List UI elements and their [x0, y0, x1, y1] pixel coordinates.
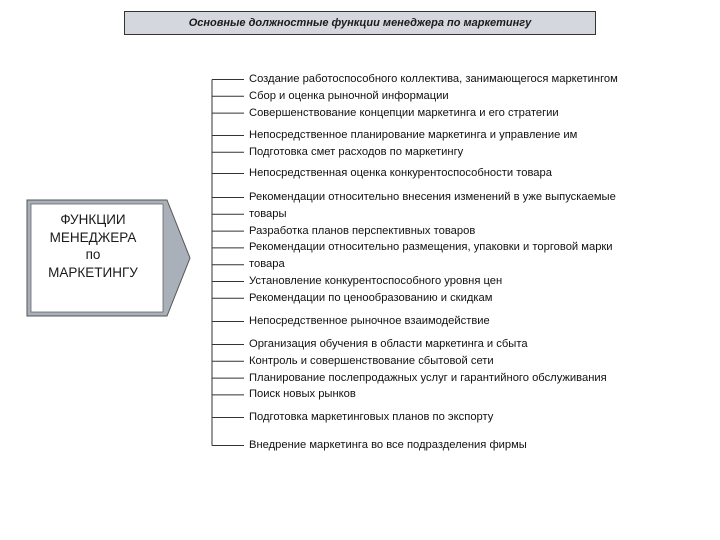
- function-text-line: Подготовка маркетинговых планов по экспорту: [249, 411, 494, 423]
- function-text-line: Совершенствование концепции маркетинга и его стратегии: [249, 106, 559, 119]
- function-text-line: Рекомендации относительно размещения, упаковки и торговой марки: [249, 241, 613, 254]
- function-text-line: Непосредственное рыночное взаимодействие: [249, 315, 490, 327]
- function-text-line: товары: [249, 207, 287, 220]
- function-text-line: Контроль и совершенствование сбытовой сети: [249, 354, 494, 367]
- center-node-line: ФУНКЦИИ: [60, 212, 126, 227]
- diagram-title-text: Основные должностные функции менеджера по маркетингу: [188, 17, 532, 29]
- function-text-line: Рекомендации по ценообразованию и скидкам: [249, 291, 493, 304]
- function-text-line: Рекомендации относительно внесения изменений в уже выпускаемые: [249, 191, 616, 203]
- function-text-line: Внедрение маркетинга во все подразделения фирмы: [249, 439, 527, 451]
- center-node-line: по: [85, 247, 101, 262]
- function-text-line: Сбор и оценка рыночной информации: [249, 89, 449, 102]
- function-text-line: товара: [249, 258, 285, 271]
- function-text-line: Установление конкурентоспособного уровня цен: [249, 275, 503, 287]
- function-text-line: Поиск новых рынков: [249, 388, 356, 401]
- center-node-label: [31, 211, 155, 281]
- function-text-line: Организация обучения в области маркетинга и сбыта: [249, 338, 528, 350]
- center-node-line: МАРКЕТИНГУ: [48, 264, 138, 280]
- function-text-line: Непосредственная оценка конкурентоспособности товара: [249, 167, 552, 179]
- function-text-line: Подготовка смет расходов по маркетингу: [249, 145, 464, 158]
- function-text-line: Создание работоспособного коллектива, занимающегося маркетингом: [249, 73, 618, 85]
- function-text-line: Непосредственное планирование маркетинга и управление им: [249, 129, 578, 141]
- function-text-line: Планирование послепродажных услуг и гарантийного обслуживания: [249, 371, 607, 384]
- center-node-line: МЕНЕДЖЕРА: [49, 229, 137, 245]
- function-text-line: Разработка планов перспективных товаров: [249, 224, 476, 237]
